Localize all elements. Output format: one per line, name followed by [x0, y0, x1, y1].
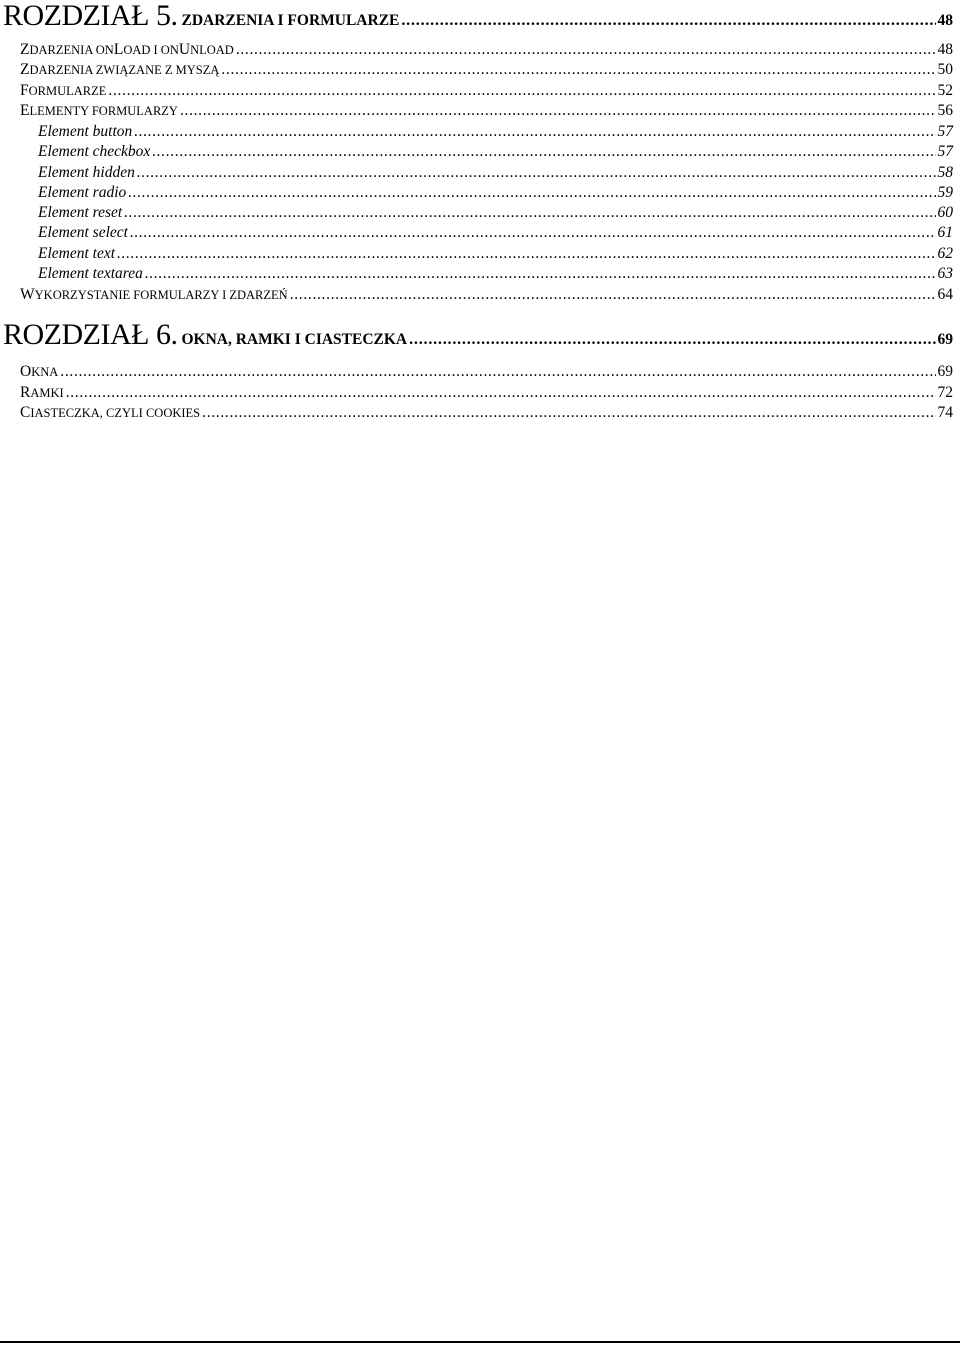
- dot-leader: [401, 13, 935, 29]
- page-number: 57: [937, 123, 953, 140]
- page-number: 74: [937, 404, 953, 421]
- page-number: 50: [937, 61, 953, 78]
- toc-entry-element-radio[interactable]: [38, 185, 953, 201]
- page-number: 69: [937, 363, 953, 380]
- toc-entry-element-checkbox[interactable]: [38, 144, 953, 160]
- page-number: 61: [937, 224, 953, 241]
- entry-title: Element reset: [38, 204, 123, 221]
- dot-leader: [145, 266, 936, 282]
- dot-leader: [409, 332, 935, 348]
- toc-entry-element-text[interactable]: [38, 246, 953, 262]
- entry-title: RAMKI: [20, 384, 64, 401]
- toc-entry-cookies[interactable]: [20, 405, 953, 421]
- toc-entry-mouse-events[interactable]: [20, 62, 953, 78]
- dot-leader: [152, 144, 935, 160]
- page-number: 62: [937, 245, 953, 262]
- page-number: 60: [937, 204, 953, 221]
- toc-entry-element-reset[interactable]: [38, 205, 953, 221]
- toc-entry-frames[interactable]: [20, 385, 953, 401]
- toc-entry-onload-onunload[interactable]: [20, 42, 953, 58]
- entry-title: FORMULARZE: [20, 82, 107, 99]
- page-number: 64: [937, 286, 953, 303]
- dot-leader: [202, 405, 935, 421]
- entry-title: Element hidden: [38, 164, 135, 181]
- entry-title: Element textarea: [38, 265, 143, 282]
- dot-leader: [66, 385, 936, 401]
- chapter-title: ZDARZENIA I FORMULARZE: [181, 12, 400, 29]
- entry-title: Element radio: [38, 184, 127, 201]
- entry-title: ELEMENTY FORMULARZY: [20, 102, 178, 119]
- toc-entry-element-select[interactable]: [38, 225, 953, 241]
- dot-leader: [124, 205, 935, 221]
- entry-title: ZDARZENIA ONLOAD I ONUNLOAD: [20, 41, 234, 58]
- dot-leader: [290, 287, 936, 303]
- toc-chapter-6[interactable]: [3, 320, 953, 350]
- toc-entry-using-forms-events[interactable]: [20, 287, 953, 303]
- dot-leader: [137, 165, 936, 181]
- toc-chapter-5[interactable]: [3, 1, 953, 31]
- dot-leader: [180, 103, 936, 119]
- dot-leader: [128, 185, 935, 201]
- toc-entry-element-button[interactable]: [38, 124, 953, 140]
- chapter-title: OKNA, RAMKI I CIASTECZKA: [181, 331, 408, 348]
- page-number: 56: [937, 102, 953, 119]
- page-number: 58: [937, 164, 953, 181]
- chapter-number: ROZDZIAŁ 6.: [3, 318, 178, 351]
- toc-entry-element-hidden[interactable]: [38, 165, 953, 181]
- page-number: 48: [937, 12, 953, 29]
- dot-leader: [130, 225, 936, 241]
- entry-title: CIASTECZKA, CZYLI COOKIES: [20, 404, 201, 421]
- page-number: 57: [937, 143, 953, 160]
- chapter-number: ROZDZIAŁ 5.: [3, 0, 178, 32]
- page-number: 72: [937, 384, 953, 401]
- toc-entry-windows[interactable]: [20, 364, 953, 380]
- entry-title: Element button: [38, 123, 133, 140]
- dot-leader: [60, 364, 935, 380]
- entry-title: WYKORZYSTANIE FORMULARZY I ZDARZEŃ: [20, 286, 288, 303]
- dot-leader: [221, 62, 935, 78]
- dot-leader: [236, 42, 936, 58]
- entry-title: Element text: [38, 245, 116, 262]
- page-number: 59: [937, 184, 953, 201]
- toc-entry-element-textarea[interactable]: [38, 266, 953, 282]
- page-number: 69: [937, 331, 953, 348]
- dot-leader: [108, 83, 935, 99]
- entry-title: Element checkbox: [38, 143, 151, 160]
- page-number: 52: [937, 82, 953, 99]
- page-number: 63: [937, 265, 953, 282]
- page-bottom-rule: [0, 1341, 960, 1343]
- toc-entry-form-elements[interactable]: [20, 103, 953, 119]
- entry-title: ZDARZENIA ZWIĄZANE Z MYSZĄ: [20, 61, 220, 78]
- entry-title: Element select: [38, 224, 128, 241]
- toc-entry-forms[interactable]: [20, 83, 953, 99]
- dot-leader: [117, 246, 935, 262]
- page-number: 48: [937, 41, 953, 58]
- dot-leader: [134, 124, 935, 140]
- entry-title: OKNA: [20, 363, 59, 380]
